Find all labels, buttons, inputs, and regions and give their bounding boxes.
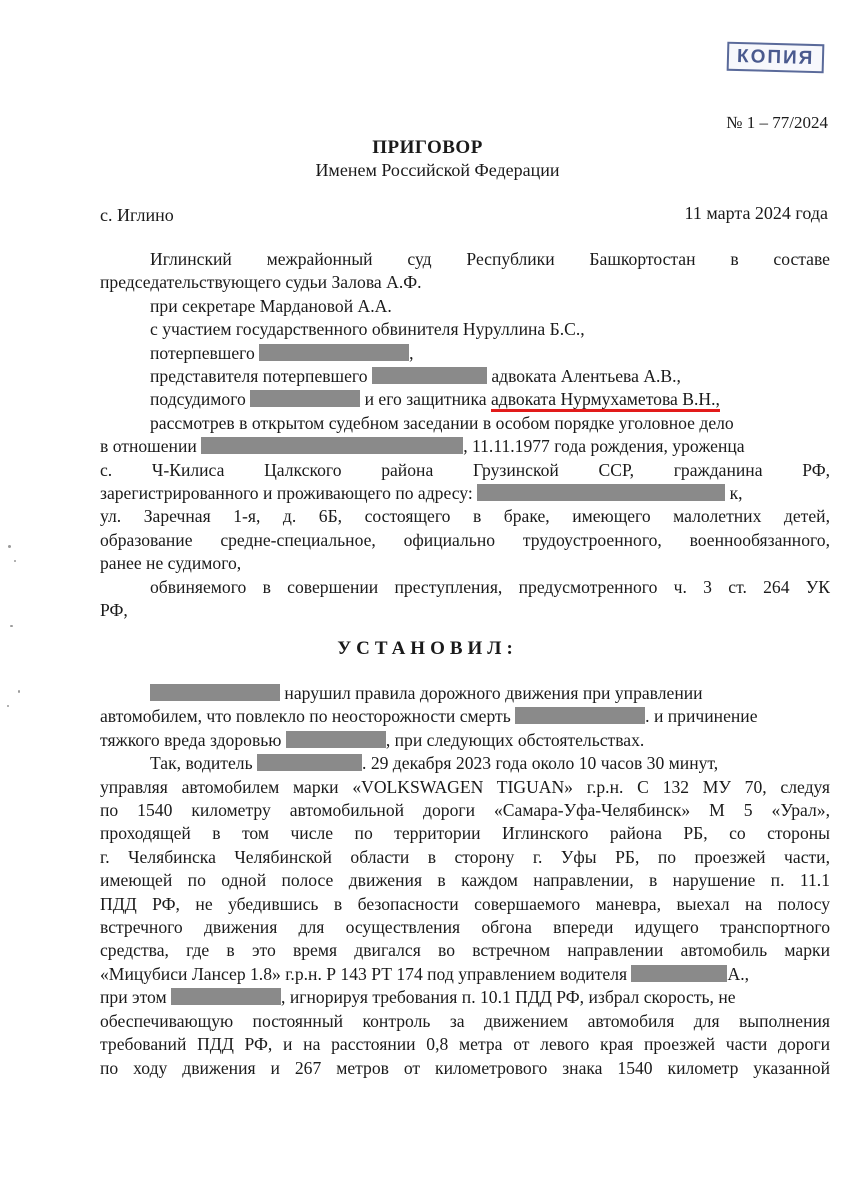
redaction (515, 707, 645, 724)
body-block (100, 682, 830, 1080)
body-line: ПДД РФ, не убедившись в безопасности совершаемого маневра, выехал на полосу (100, 893, 830, 914)
body-line: проходящей в том числе по территории Иглинского района РБ, со стороны (100, 823, 830, 844)
intro-line: с. Ч-Килиса Цалкского района Грузинской ССР, гражданина РФ, (100, 459, 830, 480)
intro-line: с участием государственного обвинителя Нуруллина Б.С., (150, 319, 585, 340)
body-text: , при следующих обстоятельствах. (385, 729, 645, 750)
body-text: . 29 декабря 2023 года около 10 часов 30 минут, (362, 753, 719, 774)
intro-line: РФ, (100, 600, 128, 621)
section-heading: УСТАНОВИЛ: (337, 638, 518, 659)
redaction (201, 437, 463, 454)
intro-line: Иглинский межрайонный суд Республики Башкортостан в составе (150, 249, 830, 269)
intro-line: ул. Заречная 1-я, д. 6Б, состоящего в браке, имеющего малолетних детей, (100, 506, 830, 527)
intro-text: представителя потерпевшего (150, 366, 368, 387)
intro-line: обвиняемого в совершении преступления, предусмотренного ч. 3 ст. 264 УК (150, 576, 830, 597)
body-text: «Мицубиси Лансер 1.8» г.р.н. Р 143 РТ 174 под управлением водителя (100, 963, 628, 984)
intro-text: , 11.11.1977 года рождения, уроженца (463, 436, 745, 457)
intro-line (100, 482, 830, 505)
body-line: г. Челябинска Челябинской области в сторону г. Уфы РБ, по проезжей части, (100, 846, 830, 867)
body-text: А., (727, 963, 749, 984)
intro-line: рассмотрев в открытом судебном заседании в особом порядке уголовное дело (150, 412, 734, 433)
intro-text: , (409, 342, 414, 363)
redaction (250, 390, 360, 407)
body-text: , игнорируя требования п. 10.1 ПДД РФ, избрал скорость, не (281, 987, 736, 1008)
intro-text: и его защитника (364, 389, 487, 410)
intro-text: зарегистрированного и проживающего по адресу: (100, 483, 473, 504)
body-text: Так, водитель (150, 753, 253, 774)
intro-block (100, 248, 830, 623)
redaction (286, 731, 386, 748)
body-line: имеющей по одной полосе движения в каждом направлении, в нарушение п. 11.1 (100, 870, 830, 891)
intro-text: в отношении (100, 436, 197, 457)
intro-line: ранее не судимого, (100, 553, 242, 574)
intro-text: подсудимого (150, 389, 246, 410)
scan-speck (8, 545, 11, 548)
body-text: автомобилем, что повлекло по неосторожности смерть (100, 706, 511, 727)
date: 11 марта 2024 года (684, 203, 828, 223)
redaction (477, 484, 725, 501)
scan-speck (14, 560, 16, 562)
document-title: ПРИГОВОР (372, 137, 483, 158)
copy-stamp: КОПИЯ (727, 42, 825, 74)
body-text: . и причинение (645, 706, 758, 727)
intro-line: при секретаре Мардановой А.А. (150, 295, 392, 316)
intro-line: образование средне-специальное, официально трудоустроенного, военнообязанного, (100, 529, 830, 550)
redaction (150, 684, 280, 701)
defender-name-underlined: адвоката Нурмухаметова В.Н., (490, 389, 720, 410)
intro-text: к, (729, 483, 743, 504)
body-line: по ходу движения и 267 метров от километрового знака 1540 километр указанной (100, 1057, 830, 1078)
intro-text: потерпевшего (150, 342, 255, 363)
body-line: по 1540 километру автомобильной дороги «Самара-Уфа-Челябинск» М 5 «Урал», (100, 800, 830, 821)
intro-line (100, 365, 830, 388)
body-text: нарушил правила дорожного движения при управлении (284, 683, 703, 703)
body-line: управляя автомобилем марки «VOLKSWAGEN TIGUAN» г.р.н. С 132 МУ 70, следуя (100, 776, 830, 797)
scan-speck (18, 690, 20, 693)
redaction (257, 754, 362, 771)
body-line (100, 729, 830, 752)
body-text: при этом (100, 987, 167, 1008)
intro-text: адвоката Алентьева А.В., (491, 366, 681, 387)
scan-speck (10, 625, 13, 627)
redaction (171, 988, 281, 1005)
body-line (100, 963, 830, 986)
redaction (631, 965, 727, 982)
case-number: № 1 – 77/2024 (726, 113, 828, 132)
body-line (100, 682, 830, 705)
intro-line (100, 435, 830, 458)
redaction (259, 344, 409, 361)
body-line: встречного движения для осуществления обгона впереди идущего транспортного (100, 917, 830, 938)
body-text: тяжкого вреда здоровью (100, 729, 282, 750)
scan-speck (7, 705, 9, 707)
body-line: средства, где в это время двигался во встречном направлении автомобиль марки (100, 940, 830, 961)
body-line: обеспечивающую постоянный контроль за движением автомобиля для выполнения (100, 1010, 830, 1031)
intro-line (100, 342, 830, 365)
body-line (100, 752, 830, 775)
body-line: требований ПДД РФ, и на расстоянии 0,8 метра от левого края проезжей части дороги (100, 1034, 830, 1055)
document-subtitle: Именем Российской Федерации (315, 160, 560, 180)
place: с. Иглино (100, 205, 174, 225)
redaction (372, 367, 487, 384)
intro-line (100, 388, 830, 411)
body-line (100, 705, 830, 728)
intro-line: председательствующего судьи Залова А.Ф. (100, 272, 422, 293)
body-line (100, 986, 830, 1009)
